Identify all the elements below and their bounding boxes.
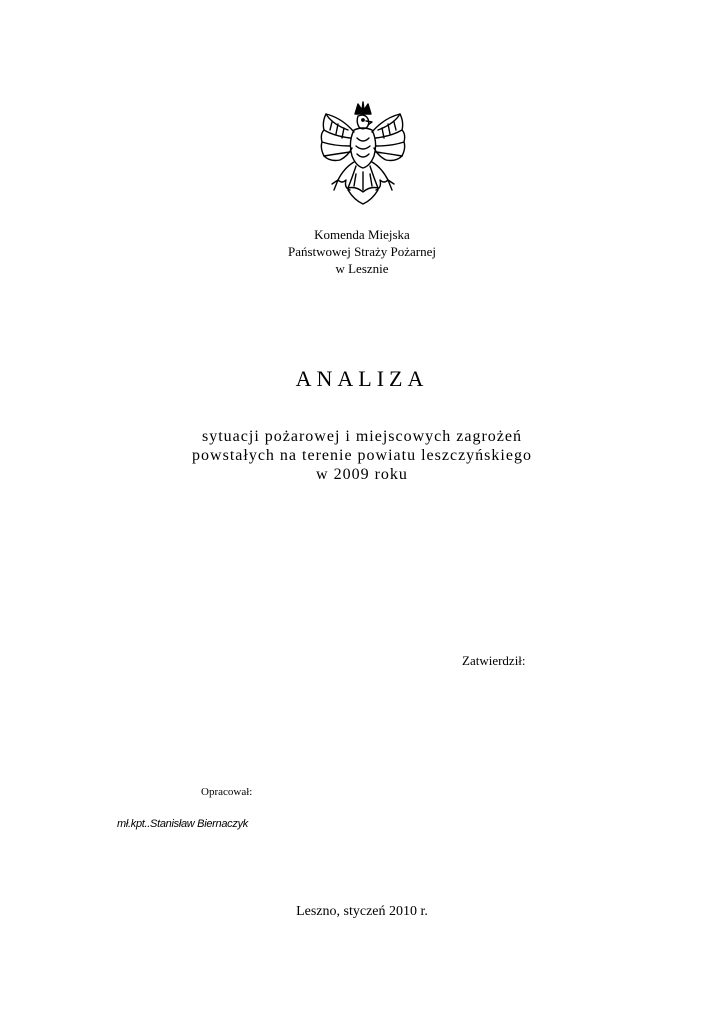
approved-by-label: Zatwierdził:: [462, 653, 526, 668]
eagle-emblem-icon: [312, 100, 414, 210]
institution-line: Komenda Miejska: [314, 227, 410, 242]
document-title: ANALIZA: [295, 366, 429, 391]
prepared-by-label: Opracował:: [201, 786, 253, 798]
institution-line: w Lesznie: [335, 261, 389, 276]
subtitle-line: w 2009 roku: [316, 466, 408, 483]
document-subtitle: [100, 427, 624, 484]
author-name: mł.kpt..Stanisław Biernaczyk: [117, 818, 248, 830]
subtitle-line: powstałych na terenie powiatu leszczyńskiego: [192, 447, 532, 464]
subtitle-line: sytuacji pożarowej i miejscowych zagrożeń: [202, 428, 522, 445]
place-and-date: Leszno, styczeń 2010 r.: [296, 904, 428, 919]
institution-line: Państwowej Straży Pożarnej: [287, 244, 437, 259]
institution-name: [262, 226, 462, 277]
